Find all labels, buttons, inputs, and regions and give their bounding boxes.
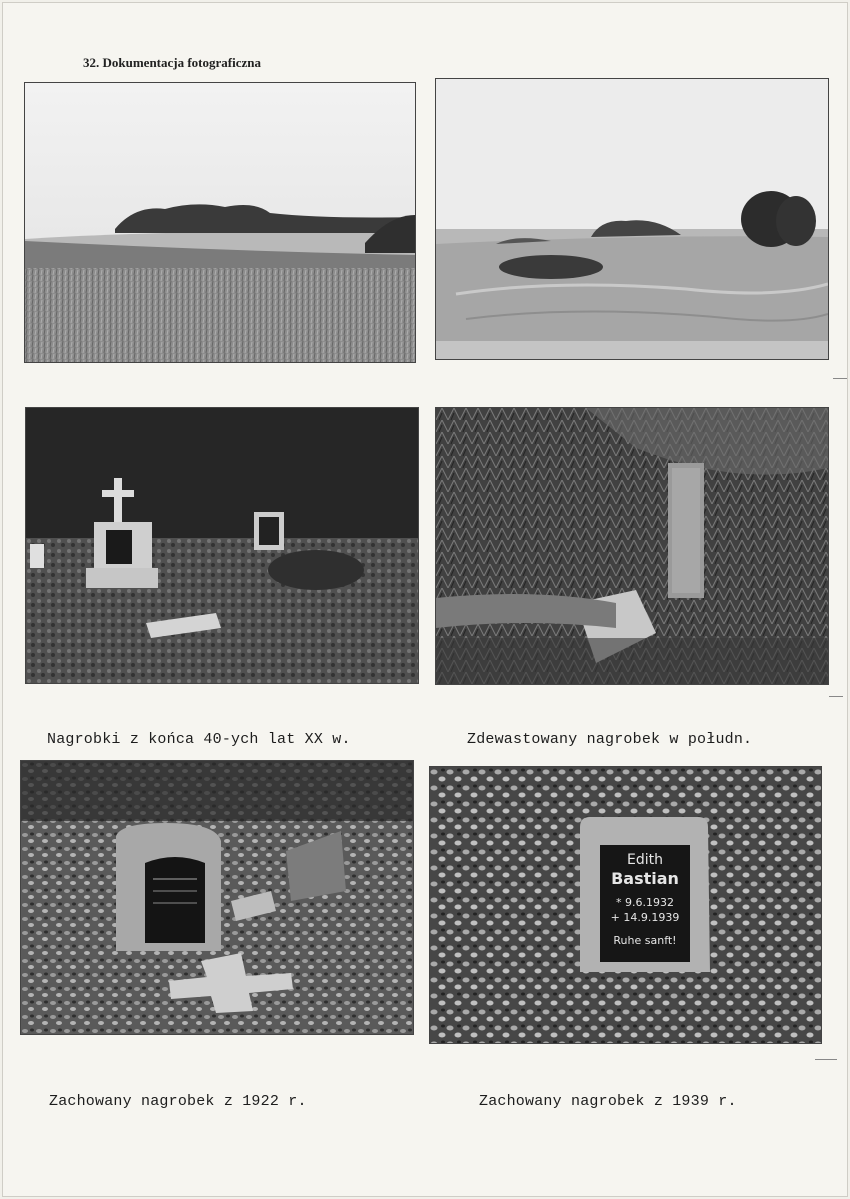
caption-line: Zdewastowany nagrobek w połudn. — [467, 731, 753, 748]
photo-view-north — [436, 79, 828, 359]
photo-grave-1939 — [430, 767, 821, 1043]
tombstone-epitaph: Ruhe sanft! — [613, 934, 677, 947]
tombstone-first-name: Edith — [627, 852, 663, 868]
tombstone-death-date: + 14.9.1939 — [610, 911, 680, 924]
caption-grave-1939 — [479, 1054, 737, 1149]
caption-line: Zachowany nagrobek z 1922 r. — [49, 1093, 307, 1110]
page-header: 32. Dokumentacja fotograficzna — [83, 55, 261, 70]
tombstone-last-name: Bastian — [611, 869, 679, 888]
tombstone-birth-date: * 9.6.1932 — [616, 896, 674, 909]
photo-devastated-grave — [436, 408, 828, 684]
photo-grave-1922 — [21, 761, 413, 1034]
caption-line: Nagrobki z końca 40-ych lat XX w. — [47, 731, 351, 748]
caption-grave-1922 — [49, 1054, 307, 1149]
photo-view-east — [25, 83, 415, 362]
margin-mark — [815, 1059, 837, 1060]
tombstone-inscription — [600, 847, 690, 962]
caption-line: Zachowany nagrobek z 1939 r. — [479, 1093, 737, 1110]
document-sheet — [2, 2, 848, 1197]
photo-graves-south — [26, 408, 418, 683]
margin-mark — [833, 378, 847, 379]
margin-mark — [829, 696, 843, 697]
